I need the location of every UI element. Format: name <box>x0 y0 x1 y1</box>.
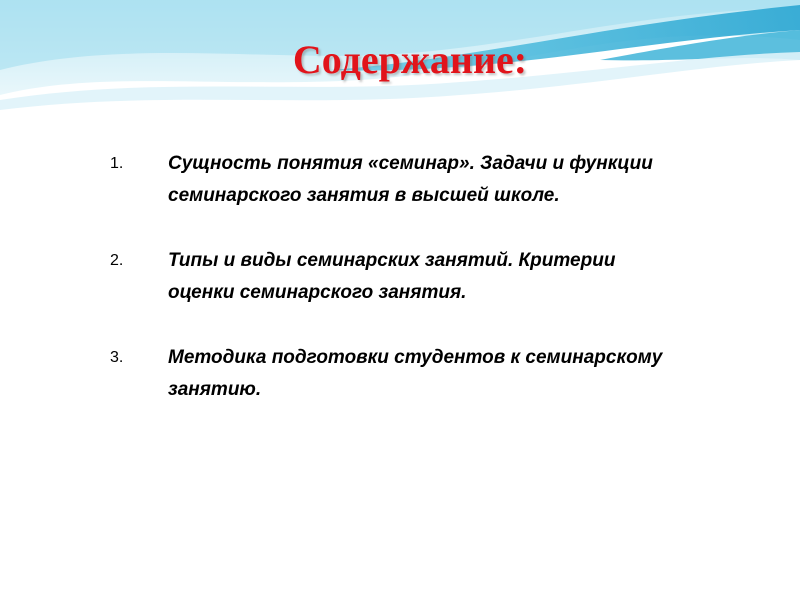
list-item <box>110 245 680 309</box>
list-text: Методика подготовки студентов к семинарскому занятию. <box>168 347 663 400</box>
page-title: Содержание: <box>292 37 528 82</box>
list-text: Типы и виды семинарских занятий. Критерии оценки семинарского занятия. <box>168 250 616 303</box>
list-number: 2. <box>110 252 124 269</box>
list-item <box>110 148 680 212</box>
list-text: Сущность понятия «семинар». Задачи и функции семинарского занятия в высшей школе. <box>168 153 653 206</box>
contents-list <box>110 148 680 439</box>
list-number: 3. <box>110 349 124 366</box>
list-item <box>110 342 680 406</box>
list-number: 1. <box>110 155 124 172</box>
